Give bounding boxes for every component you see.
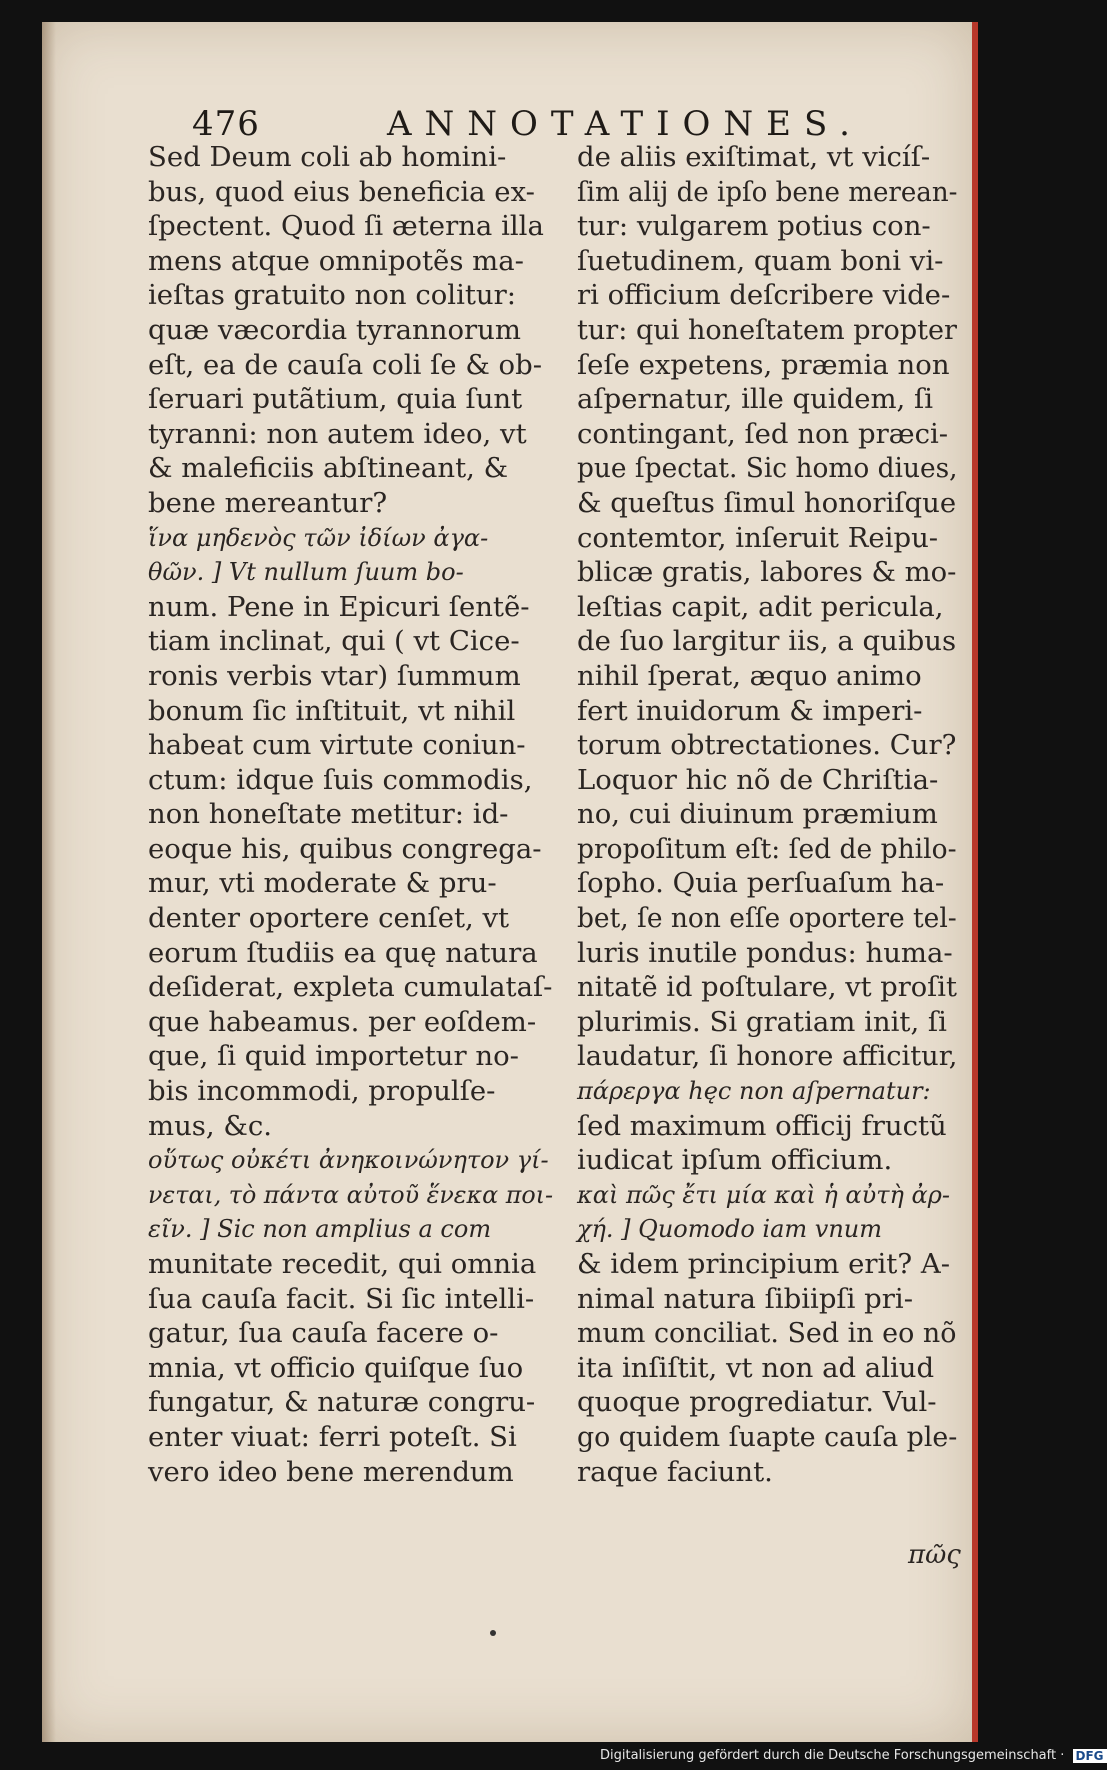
text-line: deſiderat, expleta cumulataſ- (148, 971, 553, 1004)
text-line: ſuetudinem, quam boni vi- (577, 244, 944, 277)
page-number: 476 (192, 104, 260, 144)
text-line: ſeſe expetens, præmia non (577, 348, 950, 381)
text-line: denter oportere cenſet, vt (148, 902, 510, 935)
text-line: bis incommodi, propulſe- (148, 1075, 496, 1108)
text-line: ieſtas gratuito non colitur: (148, 279, 517, 312)
text-line: pue ſpectat. Sic homo diues, (577, 452, 958, 485)
text-line: leſtias capit, adit pericula, (577, 590, 944, 623)
text-line: eoque his, quibus congrega- (148, 832, 542, 865)
text-line: & idem principium erit? A- (577, 1248, 950, 1280)
text-line: mur, vti moderate & pru- (148, 867, 497, 900)
text-line: nimal natura ſibiipſi pri- (577, 1282, 913, 1315)
text-line: mus, &c. (148, 1109, 273, 1142)
text-line: tyranni: non autem ideo, vt (148, 417, 527, 450)
text-line: θῶν. ] Vt nullum ſuum bo- (148, 558, 464, 587)
text-line: ronis verbis vtar) ſummum (148, 659, 521, 692)
dfg-logo: DFG (1073, 1749, 1107, 1763)
text-line: ri officium deſcribere vide- (577, 279, 951, 312)
digitization-credit (600, 1748, 1107, 1763)
running-title: ANNOTATIONES. (387, 104, 863, 144)
text-line: contingant, ſed non præci- (577, 417, 949, 450)
text-line: πάρεργα hęc non aſpernatur: (577, 1077, 931, 1106)
text-line: χή. ] Quomodo iam vnum (577, 1215, 883, 1244)
text-line: iudicat ipſum officium. (577, 1144, 893, 1177)
text-line: tiam inclinat, qui ( vt Cice- (148, 625, 520, 658)
text-line: bet, ſe non eſſe oportere tel- (577, 902, 957, 935)
text-line: de ſuo largitur iis, a quibus (577, 625, 957, 658)
text-line: gatur, ſua cauſa facere o- (148, 1317, 499, 1350)
text-line: fungatur, & naturæ congru- (148, 1386, 536, 1419)
text-line: ſpectent. Quod ſi æterna illa (148, 210, 544, 243)
text-line: οὕτως οὐκέτι ἀνηκοινώνητον γί- (148, 1146, 549, 1175)
text-line: torum obtrectationes. Cur? (577, 729, 957, 762)
text-line: que habeamus. per eoſdem- (148, 1005, 537, 1038)
text-line: aſpernatur, ille quidem, ſi (577, 383, 933, 416)
text-line: propoſitum eſt: ſed de philo- (577, 832, 957, 865)
text-line: ſim alij de ipſo bene merean- (577, 175, 958, 208)
text-line: vero ideo bene merendum (148, 1455, 514, 1488)
text-line: mens atque omnipotẽs ma- (148, 244, 524, 277)
text-line: bonum ſic inſtituit, vt nihil (148, 694, 516, 727)
text-line: Sed Deum coli ab homini- (148, 141, 507, 173)
text-column-left (148, 140, 553, 1489)
text-line: luris inutile pondus: huma- (577, 936, 953, 969)
text-line: habeat cum virtute coniun- (148, 729, 526, 762)
text-line: & maleficiis abſtineant, & (148, 452, 509, 485)
text-line: go quidem ſuapte cauſa ple- (577, 1420, 958, 1453)
text-line: νεται, τὸ πάντα αὐτοῦ ἕνεκα ποι- (148, 1180, 553, 1209)
text-line: nihil ſperat, æquo animo (577, 659, 922, 692)
text-line: bene mereantur? (148, 486, 388, 519)
text-line: laudatur, ſi honore afficitur, (577, 1040, 958, 1073)
text-line: Loquor hic nõ de Chriſtia- (577, 763, 939, 796)
text-line: ita inſiſtit, vt non ad aliud (577, 1351, 935, 1384)
text-line: num. Pene in Epicuri ſentẽ- (148, 590, 530, 623)
text-line: de aliis exiſtimat, vt vicíſ- (577, 141, 931, 173)
text-line: & queſtus ſimul honoriſque (577, 486, 957, 519)
text-line: ſopho. Quia perſuaſum ha- (577, 867, 945, 900)
text-line: munitate recedit, qui omnia (148, 1248, 537, 1280)
text-line: καὶ πῶς ἔτι μία καὶ ἡ αὐτὴ ἀρ- (577, 1180, 950, 1209)
text-line: contemtor, inſeruit Reipu- (577, 521, 939, 554)
text-line: no, cui diuinum præmium (577, 798, 938, 831)
text-line: fert inuidorum & imperi- (577, 694, 923, 727)
text-line: ἵνα μηδενὸς τῶν ἰδίων ἀγα- (148, 523, 489, 552)
text-line: eſt, ea de cauſa coli ſe & ob- (148, 348, 542, 381)
text-line: εῖν. ] Sic non amplius a com (148, 1215, 492, 1244)
text-line: mnia, vt officio quiſque ſuo (148, 1351, 524, 1384)
text-line: enter viuat: ferri poteſt. Si (148, 1420, 517, 1453)
text-line: tur: qui honeſtatem propter (577, 313, 957, 346)
text-line: nitatẽ id poſtulare, vt proſit (577, 971, 957, 1004)
text-line: quæ væcordia tyrannorum (148, 313, 521, 346)
text-line: mum conciliat. Sed in eo nõ (577, 1317, 957, 1350)
text-column-right (577, 140, 957, 1489)
text-line: tur: vulgarem potius con- (577, 210, 931, 243)
text-line: blicæ gratis, labores & mo- (577, 556, 957, 589)
catchword: πῶς (908, 1540, 961, 1570)
text-line: ctum: idque ſuis commodis, (148, 763, 533, 796)
text-line: raque faciunt. (577, 1455, 773, 1488)
ink-dot (490, 1630, 496, 1636)
text-line: non honeſtate metitur: id- (148, 798, 509, 831)
text-line: eorum ſtudiis ea quę natura (148, 936, 538, 969)
text-line: quoque progrediatur. Vul- (577, 1386, 937, 1419)
text-line: ſeruari putãtium, quia ſunt (148, 383, 523, 416)
text-line: ſed maximum officij fructũ (577, 1109, 947, 1142)
text-line: bus, quod eius beneficia ex- (148, 175, 535, 208)
text-line: ſua cauſa facit. Si ſic intelli- (148, 1282, 535, 1315)
credit-text: Digitalisierung gefördert durch die Deutsche Forschungsgemeinschaft · (600, 1748, 1065, 1763)
text-line: que, ſi quid importetur no- (148, 1040, 519, 1073)
text-line: plurimis. Si gratiam init, ſi (577, 1005, 947, 1038)
